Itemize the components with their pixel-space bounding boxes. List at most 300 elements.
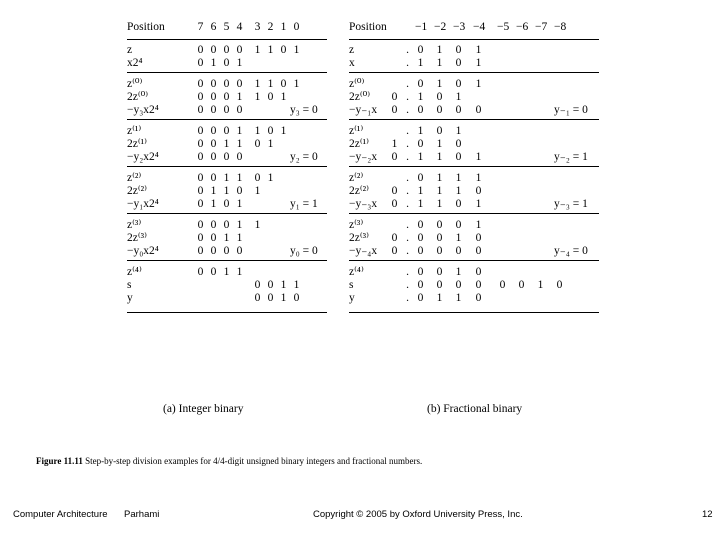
integer-digit: 0 bbox=[391, 91, 398, 103]
bit-digit: 1 bbox=[223, 138, 230, 150]
bit-digit: 1 bbox=[455, 185, 462, 197]
bit-digit: 1 bbox=[223, 232, 230, 244]
integer-digit: 0 bbox=[391, 245, 398, 257]
table-rule bbox=[349, 312, 599, 313]
bit-digit: 1 bbox=[293, 279, 300, 291]
radix-point: . bbox=[406, 91, 409, 103]
bit-digit: 0 bbox=[518, 279, 525, 291]
bit-digit: 0 bbox=[254, 292, 261, 304]
table-rule bbox=[349, 39, 599, 40]
table-rule bbox=[127, 39, 327, 40]
bit-digit: 0 bbox=[417, 219, 424, 231]
row-label: −y₋₁x bbox=[349, 104, 378, 116]
bit-digit: 0 bbox=[210, 151, 217, 163]
bit-digit: 1 bbox=[236, 232, 243, 244]
bit-digit: 1 bbox=[475, 219, 482, 231]
bit-digit: 0 bbox=[197, 198, 204, 210]
position-number: 0 bbox=[293, 21, 300, 33]
bit-digit: 1 bbox=[280, 279, 287, 291]
bit-digit: 1 bbox=[455, 266, 462, 278]
bit-digit: 0 bbox=[210, 219, 217, 231]
table-rule bbox=[349, 213, 599, 214]
bit-digit: 0 bbox=[436, 232, 443, 244]
table-row bbox=[349, 184, 599, 198]
bit-digit: 0 bbox=[267, 292, 274, 304]
table-row bbox=[127, 278, 327, 292]
row-label: z bbox=[349, 44, 355, 56]
radix-point: . bbox=[406, 292, 409, 304]
bit-digit: 0 bbox=[223, 57, 230, 69]
bit-digit: 0 bbox=[455, 44, 462, 56]
bit-digit: 0 bbox=[223, 219, 230, 231]
table-rule bbox=[349, 119, 599, 120]
bit-digit: 1 bbox=[267, 44, 274, 56]
bit-digit: 0 bbox=[197, 125, 204, 137]
row-label: −y₂x2⁴ bbox=[127, 151, 159, 163]
bit-digit: 0 bbox=[436, 279, 443, 291]
row-label: z⁽¹⁾ bbox=[127, 125, 142, 137]
row-label: −y₋₄x bbox=[349, 245, 378, 257]
row-label: z⁽⁴⁾ bbox=[127, 266, 142, 278]
position-number: 3 bbox=[254, 21, 261, 33]
bit-digit: 0 bbox=[254, 279, 261, 291]
bit-digit: 1 bbox=[436, 151, 443, 163]
bit-digit: 0 bbox=[436, 91, 443, 103]
bit-digit: 0 bbox=[475, 245, 482, 257]
bit-digit: 0 bbox=[455, 78, 462, 90]
bit-digit: 0 bbox=[223, 104, 230, 116]
bit-digit: 0 bbox=[197, 232, 204, 244]
bit-digit: 0 bbox=[455, 151, 462, 163]
bit-digit: 0 bbox=[455, 245, 462, 257]
bit-digit: 0 bbox=[455, 104, 462, 116]
table-row bbox=[127, 244, 327, 258]
bit-digit: 1 bbox=[236, 172, 243, 184]
bit-digit: 0 bbox=[236, 44, 243, 56]
position-number: 6 bbox=[210, 21, 217, 33]
table-row bbox=[127, 90, 327, 104]
table-row bbox=[349, 124, 599, 138]
bit-digit: 0 bbox=[236, 245, 243, 257]
bit-digit: 1 bbox=[417, 57, 424, 69]
bit-digit: 0 bbox=[210, 138, 217, 150]
position-number: −7 bbox=[535, 21, 548, 33]
row-label: 2z⁽²⁾ bbox=[349, 185, 369, 197]
bit-digit: 0 bbox=[254, 138, 261, 150]
bit-digit: 1 bbox=[236, 198, 243, 210]
bit-digit: 1 bbox=[436, 185, 443, 197]
bit-digit: 0 bbox=[197, 57, 204, 69]
quotient-digit-value: y₋₄ = 0 bbox=[554, 245, 588, 257]
row-label: −y₋₂x bbox=[349, 151, 378, 163]
integer-digit: 0 bbox=[391, 232, 398, 244]
bit-digit: 0 bbox=[475, 266, 482, 278]
row-label: s bbox=[127, 279, 132, 291]
row-label: y bbox=[127, 292, 133, 304]
bit-digit: 1 bbox=[455, 91, 462, 103]
table-row bbox=[127, 265, 327, 279]
row-label: 2z⁽¹⁾ bbox=[349, 138, 369, 150]
bit-digit: 1 bbox=[254, 185, 261, 197]
row-label: s bbox=[349, 279, 354, 291]
table-row bbox=[349, 137, 599, 151]
position-number: 7 bbox=[197, 21, 204, 33]
bit-digit: 1 bbox=[223, 185, 230, 197]
quotient-digit-value: y₀ = 0 bbox=[290, 245, 318, 257]
bit-digit: 0 bbox=[436, 219, 443, 231]
bit-digit: 1 bbox=[280, 292, 287, 304]
table-row bbox=[349, 43, 599, 57]
bit-digit: 1 bbox=[436, 172, 443, 184]
table-row bbox=[349, 197, 599, 211]
table-row bbox=[349, 278, 599, 292]
bit-digit: 0 bbox=[417, 78, 424, 90]
bit-digit: 0 bbox=[223, 78, 230, 90]
radix-point: . bbox=[406, 266, 409, 278]
radix-point: . bbox=[406, 138, 409, 150]
bit-digit: 1 bbox=[475, 198, 482, 210]
table-row bbox=[127, 77, 327, 91]
radix-point: . bbox=[406, 125, 409, 137]
bit-digit: 0 bbox=[197, 245, 204, 257]
table-row bbox=[349, 231, 599, 245]
header-row bbox=[127, 20, 327, 34]
row-label: −y₋₃x bbox=[349, 198, 378, 210]
bit-digit: 0 bbox=[197, 91, 204, 103]
bit-digit: 1 bbox=[254, 78, 261, 90]
bit-digit: 0 bbox=[417, 138, 424, 150]
bit-digit: 1 bbox=[223, 172, 230, 184]
integer-table-caption: (a) Integer binary bbox=[163, 403, 244, 415]
bit-digit: 1 bbox=[436, 292, 443, 304]
radix-point: . bbox=[406, 219, 409, 231]
bit-digit: 0 bbox=[556, 279, 563, 291]
fractional-table-caption: (b) Fractional binary bbox=[427, 403, 523, 415]
position-number: 1 bbox=[280, 21, 287, 33]
table-rule bbox=[127, 119, 327, 120]
bit-digit: 0 bbox=[210, 91, 217, 103]
bit-digit: 0 bbox=[254, 172, 261, 184]
radix-point: . bbox=[406, 57, 409, 69]
bit-digit: 0 bbox=[455, 198, 462, 210]
bit-digit: 0 bbox=[223, 151, 230, 163]
quotient-digit-value: y₋₃ = 1 bbox=[554, 198, 588, 210]
bit-digit: 1 bbox=[436, 78, 443, 90]
footer-copyright: Copyright © 2005 by Oxford University Press, Inc. bbox=[313, 509, 523, 520]
table-row bbox=[349, 56, 599, 70]
bit-digit: 0 bbox=[455, 219, 462, 231]
bit-digit: 0 bbox=[197, 104, 204, 116]
bit-digit: 1 bbox=[455, 125, 462, 137]
bit-digit: 0 bbox=[197, 44, 204, 56]
bit-digit: 1 bbox=[236, 91, 243, 103]
table-rule bbox=[127, 72, 327, 73]
table-rule bbox=[349, 260, 599, 261]
radix-point: . bbox=[406, 245, 409, 257]
bit-digit: 1 bbox=[417, 91, 424, 103]
row-label: 2z⁽⁰⁾ bbox=[127, 91, 149, 103]
bit-digit: 0 bbox=[417, 292, 424, 304]
bit-digit: 0 bbox=[417, 232, 424, 244]
bit-digit: 0 bbox=[197, 266, 204, 278]
footer-page-number: 12 bbox=[702, 509, 713, 520]
quotient-digit-value: y₋₂ = 1 bbox=[554, 151, 588, 163]
bit-digit: 0 bbox=[210, 44, 217, 56]
table-row bbox=[349, 103, 599, 117]
radix-point: . bbox=[406, 44, 409, 56]
bit-digit: 0 bbox=[280, 78, 287, 90]
bit-digit: 0 bbox=[267, 125, 274, 137]
position-label: Position bbox=[127, 21, 165, 33]
bit-digit: 0 bbox=[223, 125, 230, 137]
bit-digit: 1 bbox=[436, 57, 443, 69]
position-number: −8 bbox=[554, 21, 567, 33]
table-row bbox=[127, 56, 327, 70]
row-label: 2z⁽³⁾ bbox=[127, 232, 147, 244]
position-number: −6 bbox=[516, 21, 529, 33]
position-number: −5 bbox=[497, 21, 510, 33]
bit-digit: 1 bbox=[236, 138, 243, 150]
bit-digit: 0 bbox=[475, 232, 482, 244]
bit-digit: 0 bbox=[197, 151, 204, 163]
bit-digit: 0 bbox=[210, 172, 217, 184]
bit-digit: 0 bbox=[197, 185, 204, 197]
bit-digit: 1 bbox=[475, 172, 482, 184]
bit-digit: 0 bbox=[499, 279, 506, 291]
bit-digit: 0 bbox=[267, 279, 274, 291]
bit-digit: 0 bbox=[293, 292, 300, 304]
bit-digit: 1 bbox=[236, 219, 243, 231]
bit-digit: 0 bbox=[436, 104, 443, 116]
bit-digit: 1 bbox=[436, 138, 443, 150]
bit-digit: 1 bbox=[455, 292, 462, 304]
row-label: 2z⁽⁰⁾ bbox=[349, 91, 371, 103]
table-row bbox=[349, 218, 599, 232]
radix-point: . bbox=[406, 198, 409, 210]
position-number: −3 bbox=[453, 21, 466, 33]
row-label: z bbox=[127, 44, 133, 56]
bit-digit: 0 bbox=[455, 279, 462, 291]
footer-course: Computer Architecture bbox=[13, 509, 108, 520]
position-number: −1 bbox=[415, 21, 428, 33]
bit-digit: 1 bbox=[210, 57, 217, 69]
table-row bbox=[349, 291, 599, 305]
integer-digit: 0 bbox=[391, 185, 398, 197]
bit-digit: 0 bbox=[436, 245, 443, 257]
position-label: Position bbox=[349, 21, 387, 33]
bit-digit: 0 bbox=[210, 245, 217, 257]
row-label: 2z⁽²⁾ bbox=[127, 185, 147, 197]
bit-digit: 1 bbox=[455, 172, 462, 184]
position-number: 2 bbox=[267, 21, 274, 33]
bit-digit: 1 bbox=[236, 266, 243, 278]
table-row bbox=[349, 265, 599, 279]
radix-point: . bbox=[406, 78, 409, 90]
bit-digit: 0 bbox=[223, 198, 230, 210]
position-number: 5 bbox=[223, 21, 230, 33]
bit-digit: 1 bbox=[210, 185, 217, 197]
bit-digit: 0 bbox=[267, 91, 274, 103]
row-label: z⁽²⁾ bbox=[127, 172, 142, 184]
table-rule bbox=[127, 312, 327, 313]
bit-digit: 1 bbox=[254, 125, 261, 137]
bit-digit: 1 bbox=[475, 151, 482, 163]
bit-digit: 0 bbox=[210, 232, 217, 244]
table-row bbox=[127, 124, 327, 138]
quotient-digit-value: y₃ = 0 bbox=[290, 104, 318, 116]
bit-digit: 1 bbox=[475, 78, 482, 90]
bit-digit: 1 bbox=[455, 232, 462, 244]
bit-digit: 0 bbox=[475, 104, 482, 116]
table-row bbox=[127, 291, 327, 305]
bit-digit: 0 bbox=[417, 279, 424, 291]
quotient-digit-value: y₋₁ = 0 bbox=[554, 104, 588, 116]
footer-author: Parhami bbox=[124, 509, 160, 520]
row-label: z⁽³⁾ bbox=[349, 219, 364, 231]
bit-digit: 1 bbox=[254, 91, 261, 103]
table-row bbox=[127, 218, 327, 232]
quotient-digit-value: y₁ = 1 bbox=[290, 198, 318, 210]
bit-digit: 0 bbox=[210, 125, 217, 137]
bit-digit: 1 bbox=[475, 44, 482, 56]
bit-digit: 0 bbox=[223, 245, 230, 257]
bit-digit: 1 bbox=[267, 138, 274, 150]
radix-point: . bbox=[406, 151, 409, 163]
table-row bbox=[349, 171, 599, 185]
table-row bbox=[127, 43, 327, 57]
bit-digit: 1 bbox=[417, 198, 424, 210]
integer-digit: 0 bbox=[391, 151, 398, 163]
radix-point: . bbox=[406, 172, 409, 184]
table-row bbox=[349, 77, 599, 91]
figure-number: Figure 11.11 bbox=[36, 456, 83, 466]
bit-digit: 0 bbox=[236, 151, 243, 163]
table-rule bbox=[127, 213, 327, 214]
table-rule bbox=[127, 166, 327, 167]
bit-digit: 1 bbox=[280, 125, 287, 137]
table-row bbox=[127, 184, 327, 198]
bit-digit: 1 bbox=[267, 78, 274, 90]
bit-digit: 0 bbox=[455, 138, 462, 150]
bit-digit: 1 bbox=[293, 78, 300, 90]
bit-digit: 1 bbox=[537, 279, 544, 291]
bit-digit: 0 bbox=[280, 44, 287, 56]
bit-digit: 0 bbox=[210, 266, 217, 278]
bit-digit: 1 bbox=[236, 57, 243, 69]
fractional-binary-table bbox=[349, 20, 599, 400]
bit-digit: 0 bbox=[417, 245, 424, 257]
bit-digit: 0 bbox=[436, 266, 443, 278]
bit-digit: 0 bbox=[475, 185, 482, 197]
table-row bbox=[349, 244, 599, 258]
table-row bbox=[127, 150, 327, 164]
quotient-digit-value: y₂ = 0 bbox=[290, 151, 318, 163]
table-row bbox=[127, 231, 327, 245]
row-label: x2⁴ bbox=[127, 57, 143, 69]
row-label: y bbox=[349, 292, 355, 304]
radix-point: . bbox=[406, 279, 409, 291]
bit-digit: 1 bbox=[210, 198, 217, 210]
bit-digit: 0 bbox=[417, 44, 424, 56]
figure-caption-text: Step-by-step division examples for 4/4-digit unsigned binary integers and fractional numbers. bbox=[85, 456, 423, 466]
bit-digit: 0 bbox=[197, 219, 204, 231]
position-number: 4 bbox=[236, 21, 243, 33]
bit-digit: 0 bbox=[197, 172, 204, 184]
figure-caption bbox=[36, 456, 422, 466]
row-label: z⁽⁰⁾ bbox=[349, 78, 365, 90]
position-number: −2 bbox=[434, 21, 447, 33]
radix-point: . bbox=[406, 185, 409, 197]
row-label: z⁽³⁾ bbox=[127, 219, 142, 231]
row-label: z⁽⁰⁾ bbox=[127, 78, 143, 90]
table-row bbox=[127, 103, 327, 117]
table-row bbox=[127, 171, 327, 185]
bit-digit: 1 bbox=[475, 57, 482, 69]
radix-point: . bbox=[406, 232, 409, 244]
bit-digit: 1 bbox=[436, 44, 443, 56]
bit-digit: 0 bbox=[236, 104, 243, 116]
radix-point: . bbox=[406, 104, 409, 116]
bit-digit: 1 bbox=[236, 125, 243, 137]
bit-digit: 1 bbox=[254, 219, 261, 231]
bit-digit: 0 bbox=[223, 44, 230, 56]
row-label: −y₀x2⁴ bbox=[127, 245, 159, 257]
bit-digit: 0 bbox=[417, 266, 424, 278]
bit-digit: 1 bbox=[280, 91, 287, 103]
integer-digit: 0 bbox=[391, 198, 398, 210]
row-label: 2z⁽³⁾ bbox=[349, 232, 369, 244]
bit-digit: 0 bbox=[236, 78, 243, 90]
bit-digit: 0 bbox=[455, 57, 462, 69]
table-row bbox=[127, 137, 327, 151]
table-row bbox=[127, 197, 327, 211]
bit-digit: 0 bbox=[210, 78, 217, 90]
bit-digit: 0 bbox=[436, 125, 443, 137]
row-label: z⁽²⁾ bbox=[349, 172, 364, 184]
integer-digit: 0 bbox=[391, 104, 398, 116]
bit-digit: 0 bbox=[197, 138, 204, 150]
header-row bbox=[349, 20, 599, 34]
bit-digit: 0 bbox=[475, 292, 482, 304]
table-row bbox=[349, 150, 599, 164]
bit-digit: 0 bbox=[417, 172, 424, 184]
bit-digit: 1 bbox=[293, 44, 300, 56]
bit-digit: 0 bbox=[417, 104, 424, 116]
bit-digit: 0 bbox=[210, 104, 217, 116]
row-label: z⁽¹⁾ bbox=[349, 125, 364, 137]
table-rule bbox=[349, 166, 599, 167]
bit-digit: 1 bbox=[267, 172, 274, 184]
row-label: 2z⁽¹⁾ bbox=[127, 138, 147, 150]
row-label: −y₁x2⁴ bbox=[127, 198, 159, 210]
table-rule bbox=[349, 72, 599, 73]
bit-digit: 1 bbox=[436, 198, 443, 210]
integer-binary-table bbox=[127, 20, 327, 400]
bit-digit: 1 bbox=[417, 185, 424, 197]
bit-digit: 1 bbox=[254, 44, 261, 56]
bit-digit: 0 bbox=[223, 91, 230, 103]
table-rule bbox=[127, 260, 327, 261]
bit-digit: 0 bbox=[236, 185, 243, 197]
bit-digit: 1 bbox=[417, 125, 424, 137]
bit-digit: 0 bbox=[475, 279, 482, 291]
bit-digit: 0 bbox=[197, 78, 204, 90]
row-label: x bbox=[349, 57, 355, 69]
row-label: −y₃x2⁴ bbox=[127, 104, 159, 116]
row-label: z⁽⁴⁾ bbox=[349, 266, 364, 278]
bit-digit: 1 bbox=[417, 151, 424, 163]
bit-digit: 1 bbox=[223, 266, 230, 278]
